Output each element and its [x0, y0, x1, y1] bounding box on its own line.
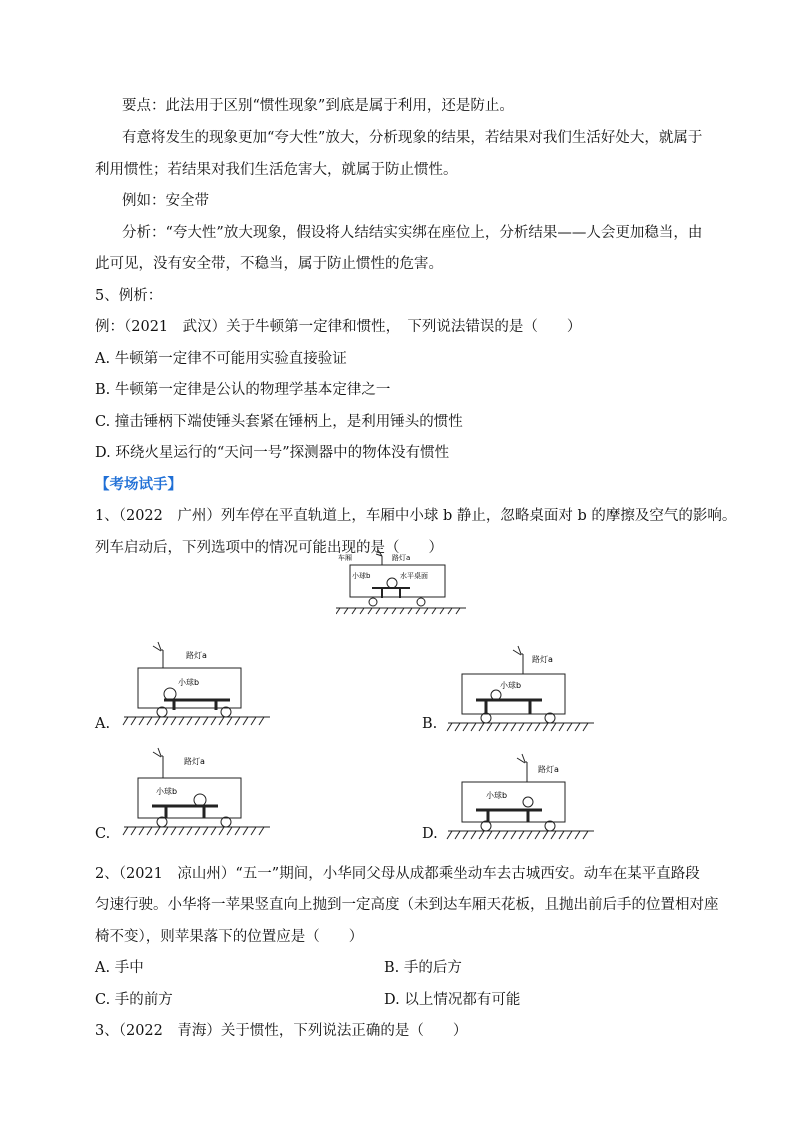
analysis-text-1: 分析：“夸大性”放大现象，假设将人结结实实绑在座位上，分析结果——人会更加稳当，由 [122, 225, 703, 241]
example-option-c: C. 撞击锤柄下端使锤头套紧在锤柄上，是利用锤头的惯性 [95, 414, 463, 430]
main-lamp-label: 路灯a [392, 554, 411, 562]
q2-text-3: 椅不变），则苹果落下的位置应是（ ） [95, 929, 364, 945]
option-c-figure [122, 742, 272, 840]
q2-option-d: D. 以上情况都有可能 [384, 992, 521, 1008]
option-b-lamp-label: 路灯a [532, 655, 553, 664]
section-5-title: 5、例析： [95, 288, 163, 304]
option-a-label: A. [95, 716, 111, 732]
option-d-label: D. [422, 826, 438, 842]
q2-option-a: A. 手中 [95, 960, 144, 976]
q2-option-b: B. 手的后方 [384, 960, 462, 976]
option-c-ball-label: 小球b [156, 787, 178, 796]
option-d-ball-label: 小球b [486, 791, 508, 800]
main-car-label: 车厢 [338, 554, 352, 562]
q1-text-1: 1、（2022 广州）列车停在平直轨道上，车厢中小球 b 静止，忽略桌面对 b 的摩擦及空气的影响。 [95, 508, 737, 524]
main-figure [336, 548, 466, 618]
q2-option-c: C. 手的前方 [95, 992, 173, 1008]
option-c-lamp-label: 路灯a [184, 757, 205, 766]
option-a-figure [122, 632, 272, 730]
q2-text-2: 匀速行驶。小华将一苹果竖直向上抛到一定高度（未到达车厢天花板，且抛出前后手的位置相对座 [95, 897, 719, 913]
example-option-a: A. 牛顿第一定律不可能用实验直接验证 [95, 351, 347, 367]
example-question: 例：（2021 武汉）关于牛顿第一定律和惯性， 下列说法错误的是（ ） [95, 319, 582, 335]
option-c-label: C. [95, 826, 111, 842]
q3-text-1: 3、（2022 青海）关于惯性，下列说法正确的是（ ） [95, 1023, 468, 1039]
example-option-b: B. 牛顿第一定律是公认的物理学基本定律之一 [95, 382, 391, 398]
option-a-ball-label: 小球b [178, 678, 200, 687]
main-ball-label: 小球b [352, 572, 371, 580]
keypoint-text: 要点：此法用于区别“惯性现象”到底是属于利用，还是防止。 [122, 98, 514, 114]
q1-text-2: 列车启动后，下列选项中的情况可能出现的是（ ） [95, 540, 443, 556]
main-table-label: 水平桌面 [400, 572, 428, 580]
analysis-text-2: 此可见，没有安全带，不稳当，属于防止惯性的危害。 [95, 256, 443, 272]
option-b-ball-label: 小球b [500, 681, 522, 690]
q2-text-1: 2、（2021 凉山州）“五一”期间，小华同父母从成都乘坐动车去古城西安。动车在某平直路段 [95, 866, 700, 882]
option-d-lamp-label: 路灯a [538, 765, 559, 774]
option-b-figure [446, 638, 596, 736]
option-a-lamp-label: 路灯a [186, 651, 207, 660]
exaggerate-text-2: 利用惯性；若结果对我们生活危害大，就属于防止惯性。 [95, 162, 458, 178]
exaggerate-text-1: 有意将发生的现象更加“夸大性”放大，分析现象的结果，若结果对我们生活好处大，就属于 [122, 130, 703, 146]
option-b-label: B. [422, 716, 438, 732]
option-d-figure [446, 750, 596, 842]
example-option-d: D. 环绕火星运行的“天问一号”探测器中的物体没有惯性 [95, 445, 450, 461]
section-title: 【考场试手】 [95, 476, 182, 493]
example-label: 例如：安全带 [122, 193, 209, 209]
